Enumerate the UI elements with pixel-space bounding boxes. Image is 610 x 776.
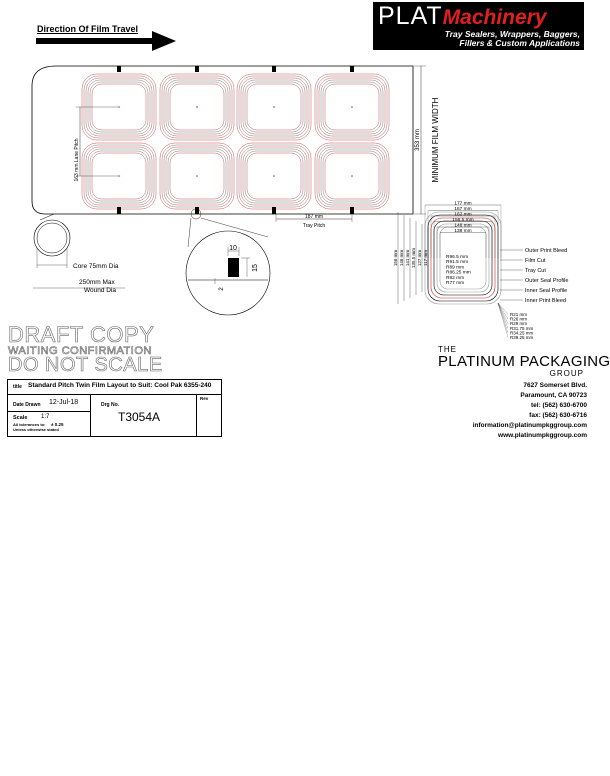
drg-label: Drg No. bbox=[101, 402, 120, 408]
scale-label: Scale bbox=[13, 415, 28, 421]
date-drawn: 12-Jul-18 bbox=[49, 399, 79, 406]
tray-3 bbox=[237, 74, 311, 140]
company-group: GROUP bbox=[549, 369, 584, 378]
company-name-2: PACKAGING bbox=[519, 353, 610, 370]
profile-radius-bottom-1: R21 mm bbox=[510, 312, 528, 317]
registration-marks bbox=[117, 66, 354, 214]
detail-dim-10: 10 bbox=[229, 245, 237, 252]
drawing-number: T3054A bbox=[118, 410, 161, 424]
profile-height-6: 117 mm bbox=[423, 250, 429, 266]
profile-radius-left-2: R91.5 mm bbox=[446, 260, 469, 266]
detail-dim-2: 2 bbox=[219, 287, 225, 291]
logo-plat: PLAT bbox=[378, 2, 443, 30]
company-email[interactable]: information@platinumpkggroup.com bbox=[472, 422, 587, 429]
profile-width-6: 138 mm bbox=[454, 228, 472, 234]
profile-height-4: 135.5 mm bbox=[411, 247, 417, 269]
company-address-2: Paramount, CA 90723 bbox=[520, 392, 587, 399]
logo-machinery: Machinery bbox=[442, 6, 547, 29]
legend-outer-print-bleed: Outer Print Bleed bbox=[525, 248, 568, 254]
wound-dia-label-1: 250mm Max bbox=[79, 279, 115, 286]
tray-pitch-label-2: Tray Pitch bbox=[302, 223, 326, 229]
detail-mark bbox=[228, 258, 239, 277]
profile-radii-bottom bbox=[498, 303, 534, 340]
legend-outer-seal-profile: Outer Seal Profile bbox=[525, 278, 569, 284]
draft-copy-watermark: DRAFT COPY bbox=[8, 322, 155, 347]
legend-tray-cut: Tray Cut bbox=[525, 268, 546, 274]
profile-legend bbox=[500, 248, 568, 304]
waiting-confirmation-watermark: WAITING CONFIRMATION bbox=[8, 345, 152, 357]
company-address-1: 7627 Somerset Blvd. bbox=[523, 382, 587, 389]
profile-radius-bottom-2: R26 mm bbox=[510, 316, 528, 322]
profile-width-5: 148 mm bbox=[454, 223, 472, 229]
tray-7 bbox=[237, 143, 311, 209]
scale-value: 1:7 bbox=[41, 414, 50, 420]
tray-8 bbox=[315, 143, 389, 209]
profile-radius-bottom-3: R29 mm bbox=[510, 321, 528, 327]
tray-2 bbox=[160, 74, 234, 140]
legend-inner-seal-profile: Inner Seal Profile bbox=[525, 288, 568, 294]
profile-radius-bottom-6: R39.25 mm bbox=[510, 335, 534, 340]
company-the: THE bbox=[438, 345, 457, 354]
tray-grid bbox=[82, 74, 389, 209]
profile-radii-left bbox=[446, 254, 471, 286]
tolerance-note: Unless otherwise stated bbox=[13, 427, 59, 432]
company-fax: fax: (562) 630-6716 bbox=[529, 412, 587, 419]
profile-width-dims bbox=[425, 200, 501, 258]
profile-radius-left-6: R77 mm bbox=[446, 281, 465, 286]
tolerance-label: All tolerances to: bbox=[13, 422, 46, 427]
logo-tagline-1: Tray Sealers, Wrappers, Baggers, bbox=[444, 29, 580, 39]
logo-tagline-2: Fillers & Custom Applications bbox=[459, 38, 580, 48]
film-width-label: 353 mm bbox=[415, 129, 421, 151]
do-not-scale-watermark: DO NOT SCALE bbox=[8, 354, 163, 376]
tray-profile-drawing bbox=[390, 195, 600, 345]
lane-pitch-label: 163 mm Lane Pitch bbox=[74, 138, 80, 182]
profile-radius-left-3: R89 mm bbox=[446, 265, 465, 271]
profile-width-3: 162 mm bbox=[454, 212, 472, 218]
date-label: Date Drawn bbox=[13, 402, 41, 408]
core-dia-label: Core 75mm Dia bbox=[73, 263, 119, 270]
profile-radius-bottom-5: R34.25 mm bbox=[510, 330, 534, 336]
profile-width-4: 156.5 mm bbox=[452, 217, 474, 223]
profile-height-5: 127 mm bbox=[417, 249, 423, 267]
profile-radius-bottom-4: R31.75 mm bbox=[510, 325, 534, 331]
company-website[interactable]: www.platinumpkggroup.com bbox=[498, 432, 587, 439]
wound-dia-label-2: Wound Dia bbox=[84, 287, 117, 294]
profile-height-3: 141 mm bbox=[405, 249, 411, 267]
platinum-packaging-logo bbox=[438, 345, 610, 378]
company-tel: tel: (562) 630-6700 bbox=[530, 402, 587, 409]
min-film-width-label: MINIMUM FILM WIDTH bbox=[431, 97, 440, 183]
tray-4 bbox=[315, 74, 389, 140]
profile-radius-left-4: R86.25 mm bbox=[446, 270, 471, 276]
film-core bbox=[37, 223, 67, 253]
drawing-title: Standard Pitch Twin Film Layout to Suit: Cool Pak 6355-240 bbox=[28, 382, 212, 389]
tray-pitch-label-1: 187 mm bbox=[304, 214, 324, 220]
tray-6 bbox=[160, 143, 234, 209]
profile-height-2: 146 mm bbox=[399, 249, 405, 267]
profile-width-2: 167 mm bbox=[454, 206, 472, 212]
profile-width-1: 177 mm bbox=[454, 201, 472, 207]
profile-radius-left-1: R96.5 mm bbox=[446, 255, 469, 260]
profile-height-dims bbox=[393, 212, 428, 304]
legend-inner-print-bleed: Inner Print Bleed bbox=[525, 298, 566, 304]
company-name-1: PLATINUM bbox=[438, 353, 516, 370]
direction-label: Direction Of Film Travel bbox=[37, 24, 139, 34]
title-label: title bbox=[13, 384, 22, 390]
detail-dim-15: 15 bbox=[252, 264, 259, 272]
film-roll bbox=[34, 220, 70, 256]
rev-label: Rev bbox=[200, 396, 209, 401]
legend-film-cut: Film Cut bbox=[525, 258, 546, 264]
tolerance-value: ± 0.25 bbox=[51, 422, 64, 427]
profile-height-1: 156 mm bbox=[393, 249, 399, 267]
profile-radius-left-5: R82 mm bbox=[446, 275, 465, 281]
